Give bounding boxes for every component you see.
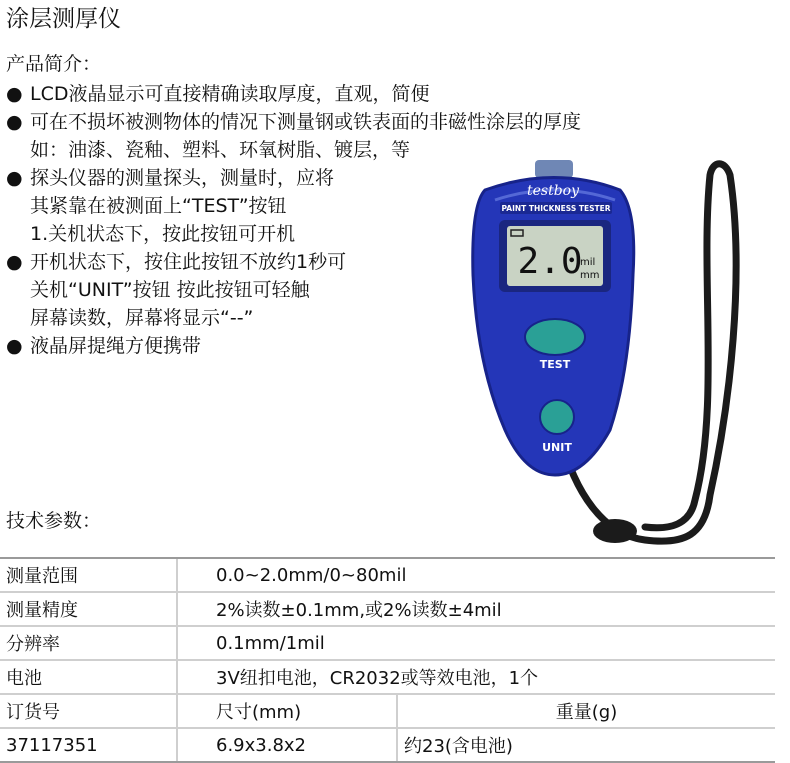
list-item-continuation: 屏幕读数，屏幕将显示“--”	[30, 307, 254, 329]
unit-button-label: UNIT	[542, 441, 572, 454]
test-button-label: TEST	[539, 358, 571, 371]
spec-label: 测量精度	[0, 592, 177, 626]
order-header-row	[0, 694, 775, 728]
bullet-dot: ●	[6, 83, 23, 105]
spec-value: 0.1mm/1mil	[177, 626, 775, 660]
bullet-dot: ●	[6, 111, 23, 133]
lcd-reading: 2.0	[517, 241, 583, 282]
bullet-dot: ●	[6, 251, 23, 273]
list-item-continuation: 如：油漆、瓷釉、塑料、环氧树脂、镀层，等	[30, 139, 411, 161]
spec-table	[0, 557, 775, 763]
table-row	[0, 558, 775, 592]
thickness-gauge-image	[455, 155, 765, 555]
list-item: ● LCD液晶显示可直接精确读取厚度，直观，简便	[6, 80, 746, 108]
lcd-unit-bottom: mm	[580, 270, 600, 281]
list-item: ● 开机状态下，按住此按钮不放约1秒可	[6, 248, 746, 276]
spec-value: 0.0~2.0mm/0~80mil	[177, 558, 775, 592]
bullet-dot: ●	[6, 335, 23, 357]
spec-value: 3V纽扣电池，CR2032或等效电池，1个	[177, 660, 775, 694]
header-order-number: 订货号	[0, 694, 177, 728]
bullet-dot: ●	[6, 167, 23, 189]
spec-label: 分辨率	[0, 626, 177, 660]
list-item-continuation: 关机“UNIT”按钮 按此按钮可轻触	[30, 279, 310, 301]
spec-value: 2%读数±0.1mm,或2%读数±4mil	[177, 592, 775, 626]
header-size: 尺寸(mm)	[177, 694, 397, 728]
order-data-row	[0, 728, 775, 762]
order-weight: 约23(含电池)	[397, 728, 775, 762]
list-item-continuation: 1.关机状态下，按此按钮可开机	[30, 223, 296, 245]
list-item: ● 探头仪器的测量探头，测量时，应将	[6, 164, 746, 192]
model-label: PAINT THICKNESS TESTER	[501, 204, 611, 213]
unit-button[interactable]	[540, 400, 574, 434]
header-weight: 重量(g)	[397, 694, 775, 728]
brand-logo: testboy	[526, 183, 580, 199]
lanyard-clip	[593, 519, 637, 543]
probe-tip	[535, 160, 573, 178]
table-row	[0, 660, 775, 694]
order-size: 6.9x3.8x2	[177, 728, 397, 762]
page-title: 涂层测厚仪	[6, 6, 121, 32]
spec-heading: 技术参数：	[6, 510, 102, 532]
lcd-unit-top: mil	[580, 257, 596, 268]
list-item: ● 液晶屏提绳方便携带	[6, 332, 746, 360]
spec-label: 电池	[0, 660, 177, 694]
table-row	[0, 626, 775, 660]
test-button[interactable]	[525, 319, 585, 355]
intro-heading: 产品简介：	[6, 53, 102, 75]
spec-label: 测量范围	[0, 558, 177, 592]
order-number: 37117351	[0, 728, 177, 762]
list-item-continuation: 其紧靠在被测面上“TEST”按钮	[30, 195, 287, 217]
list-item: ● 可在不损坏被测物体的情况下测量钢或铁表面的非磁性涂层的厚度	[6, 108, 746, 136]
table-row	[0, 592, 775, 626]
